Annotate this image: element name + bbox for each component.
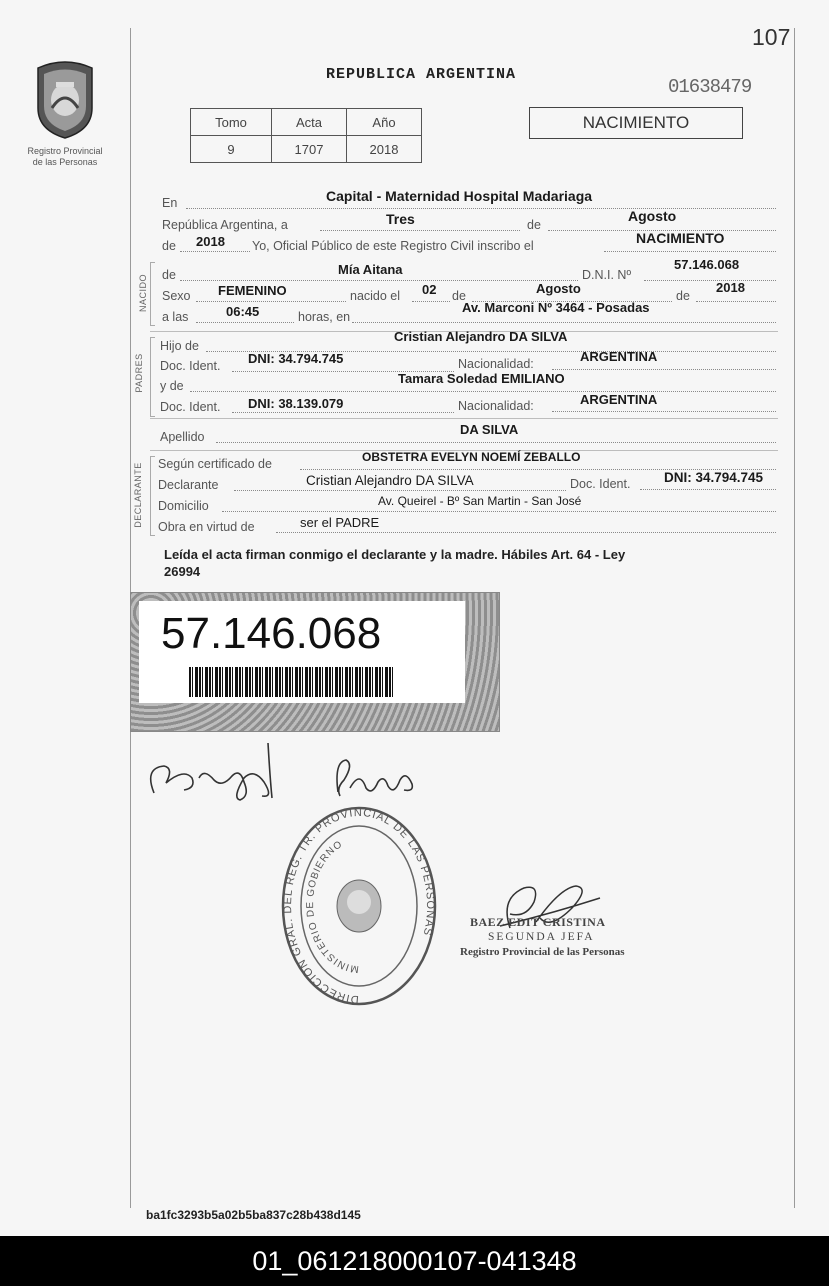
document-hash: ba1fc3293b5a02b5ba837c28b438d145 [146,1208,361,1222]
scan-id-footer: 01_061218000107-041348 [0,1236,829,1286]
official-seal [280,806,438,1010]
logo-caption [12,146,118,168]
bracket-nacido [150,262,155,326]
label-domicilio: Domicilio [158,499,209,513]
official-name: BAEZ EDIT CRISTINA [470,915,606,929]
dots-nombre [180,280,578,281]
right-margin-line [794,28,795,1208]
label-nacionalidad: Nacionalidad: [458,357,534,371]
value-madre-dni: DNI: 38.139.079 [248,396,344,411]
value-nac-anio: 2018 [716,280,745,295]
label-doc-ident-3: Doc. Ident. [570,477,631,491]
seal-outer-text: DIRECCION GRAL. DEL REG. TR. PROVINCIAL DE LAS PERSONAS [281,806,437,1006]
side-label-declarante: DECLARANTE [133,462,143,528]
closing-line-1: Leída el acta firman conmigo el declarante y la madre. Hábiles Art. 64 - Ley [164,547,626,562]
declarant-signature [144,738,294,808]
security-sticker [130,592,500,732]
value-sexo: FEMENINO [218,283,287,298]
label-declarante: Declarante [158,478,219,492]
value-padre: Cristian Alejandro DA SILVA [394,329,568,344]
sep-2 [150,418,778,419]
label-doc-ident-2: Doc. Ident. [160,400,221,414]
label-segun: Según certificado de [158,457,272,471]
province-logo [30,58,100,140]
label-sexo: Sexo [162,289,191,303]
value-dia: Tres [386,211,415,227]
label-nacido-el: nacido el [350,289,401,303]
label-horas-en: horas, en [298,310,351,324]
page-number: 107 [752,24,791,50]
label-en: En [162,196,178,210]
value-nombre: Mía Aitana [338,262,403,277]
value-mes: Agosto [628,208,677,224]
label-nacionalidad-2: Nacionalidad: [458,399,534,413]
value-padre-dni: DNI: 34.794.745 [248,351,344,366]
dots-apellido [216,442,776,443]
dots-madre-nac [552,411,776,412]
bracket-padres [150,337,155,417]
sticker-number: 57.146.068 [161,609,382,658]
tomo-value: 9 [191,136,272,163]
label-republica: República Argentina, a [162,218,288,232]
official-role: SEGUNDA JEFA [488,931,595,943]
value-lugar: Capital - Maternidad Hospital Madariaga [326,188,593,204]
document-title: REPUBLICA ARGENTINA [326,66,517,83]
closing-text [164,546,764,580]
value-direccion: Av. Marconi Nº 3464 - Posadas [462,300,650,315]
dots-sexo [196,301,346,302]
value-domicilio: Av. Queirel - Bº San Martin - San José [378,494,582,508]
label-obra: Obra en virtud de [158,520,255,534]
label-hijo-de: Hijo de [160,339,199,353]
logo-caption-line-1: Registro Provincial [27,146,103,156]
value-declarante-dni: DNI: 34.794.745 [664,470,764,485]
value-tipo: NACIMIENTO [636,230,725,246]
anio-value: 2018 [347,136,422,163]
acta-header: Acta [272,109,347,136]
barcode [189,667,394,697]
mother-signature [326,752,426,807]
dots-lugar [186,208,776,209]
side-label-nacido: NACIDO [138,274,148,313]
dots-nac-dia [412,301,450,302]
dots-padre-nac [552,369,776,370]
dots-direccion [352,322,776,323]
dots-nac-anio [696,301,776,302]
label-de2: de [452,289,466,303]
serial-number: 01638479 [668,76,752,98]
label-de3: de [676,289,690,303]
value-madre-nac: ARGENTINA [580,392,658,407]
dots-declarante-dni [640,489,776,490]
value-dni: 57.146.068 [674,257,740,272]
label-yo: Yo, Oficial Público de este Registro Civil inscribo el [252,239,534,253]
dots-dni [644,280,776,281]
value-declarante: Cristian Alejandro DA SILVA [306,473,474,488]
dots-obra [276,532,776,533]
label-de-name: de [162,268,176,282]
value-madre: Tamara Soledad EMILIANO [398,371,565,386]
bracket-declarante [150,456,155,536]
dots-hora [196,322,294,323]
label-doc-ident: Doc. Ident. [160,359,221,373]
tomo-header: Tomo [191,109,272,136]
value-apellido: DA SILVA [460,422,519,437]
registry-table [190,108,422,163]
value-nac-dia: 02 [422,282,437,297]
dots-declarante [234,490,566,491]
value-nac-mes: Agosto [536,281,581,296]
logo-caption-line-2: de las Personas [32,157,98,167]
record-type-box: NACIMIENTO [529,107,743,139]
seal-inner-text: MINISTERIO DE GOBIERNO [305,838,360,975]
dots-madre-dni [232,412,454,413]
value-obra: ser el PADRE [300,515,380,530]
dots-dia [320,230,520,231]
value-certificado: OBSTETRA EVELYN NOEMÍ ZEBALLO [362,450,581,464]
dots-domicilio [222,511,776,512]
value-anio: 2018 [196,234,225,249]
sticker-label [139,601,465,703]
value-padre-nac: ARGENTINA [580,349,658,364]
official-office: Registro Provincial de las Personas [460,946,625,958]
side-label-padres: PADRES [134,353,144,393]
dots-tipo [604,251,776,252]
dots-madre [190,391,776,392]
label-de-year: de [162,239,176,253]
value-hora: 06:45 [226,304,260,319]
label-de: de [527,218,541,232]
closing-line-2: 26994 [164,564,201,579]
dots-anio [180,251,250,252]
label-dni: D.N.I. Nº [582,268,632,282]
label-y-de: y de [160,379,184,393]
label-a-las: a las [162,310,189,324]
acta-value: 1707 [272,136,347,163]
label-apellido: Apellido [160,430,205,444]
anio-header: Año [347,109,422,136]
